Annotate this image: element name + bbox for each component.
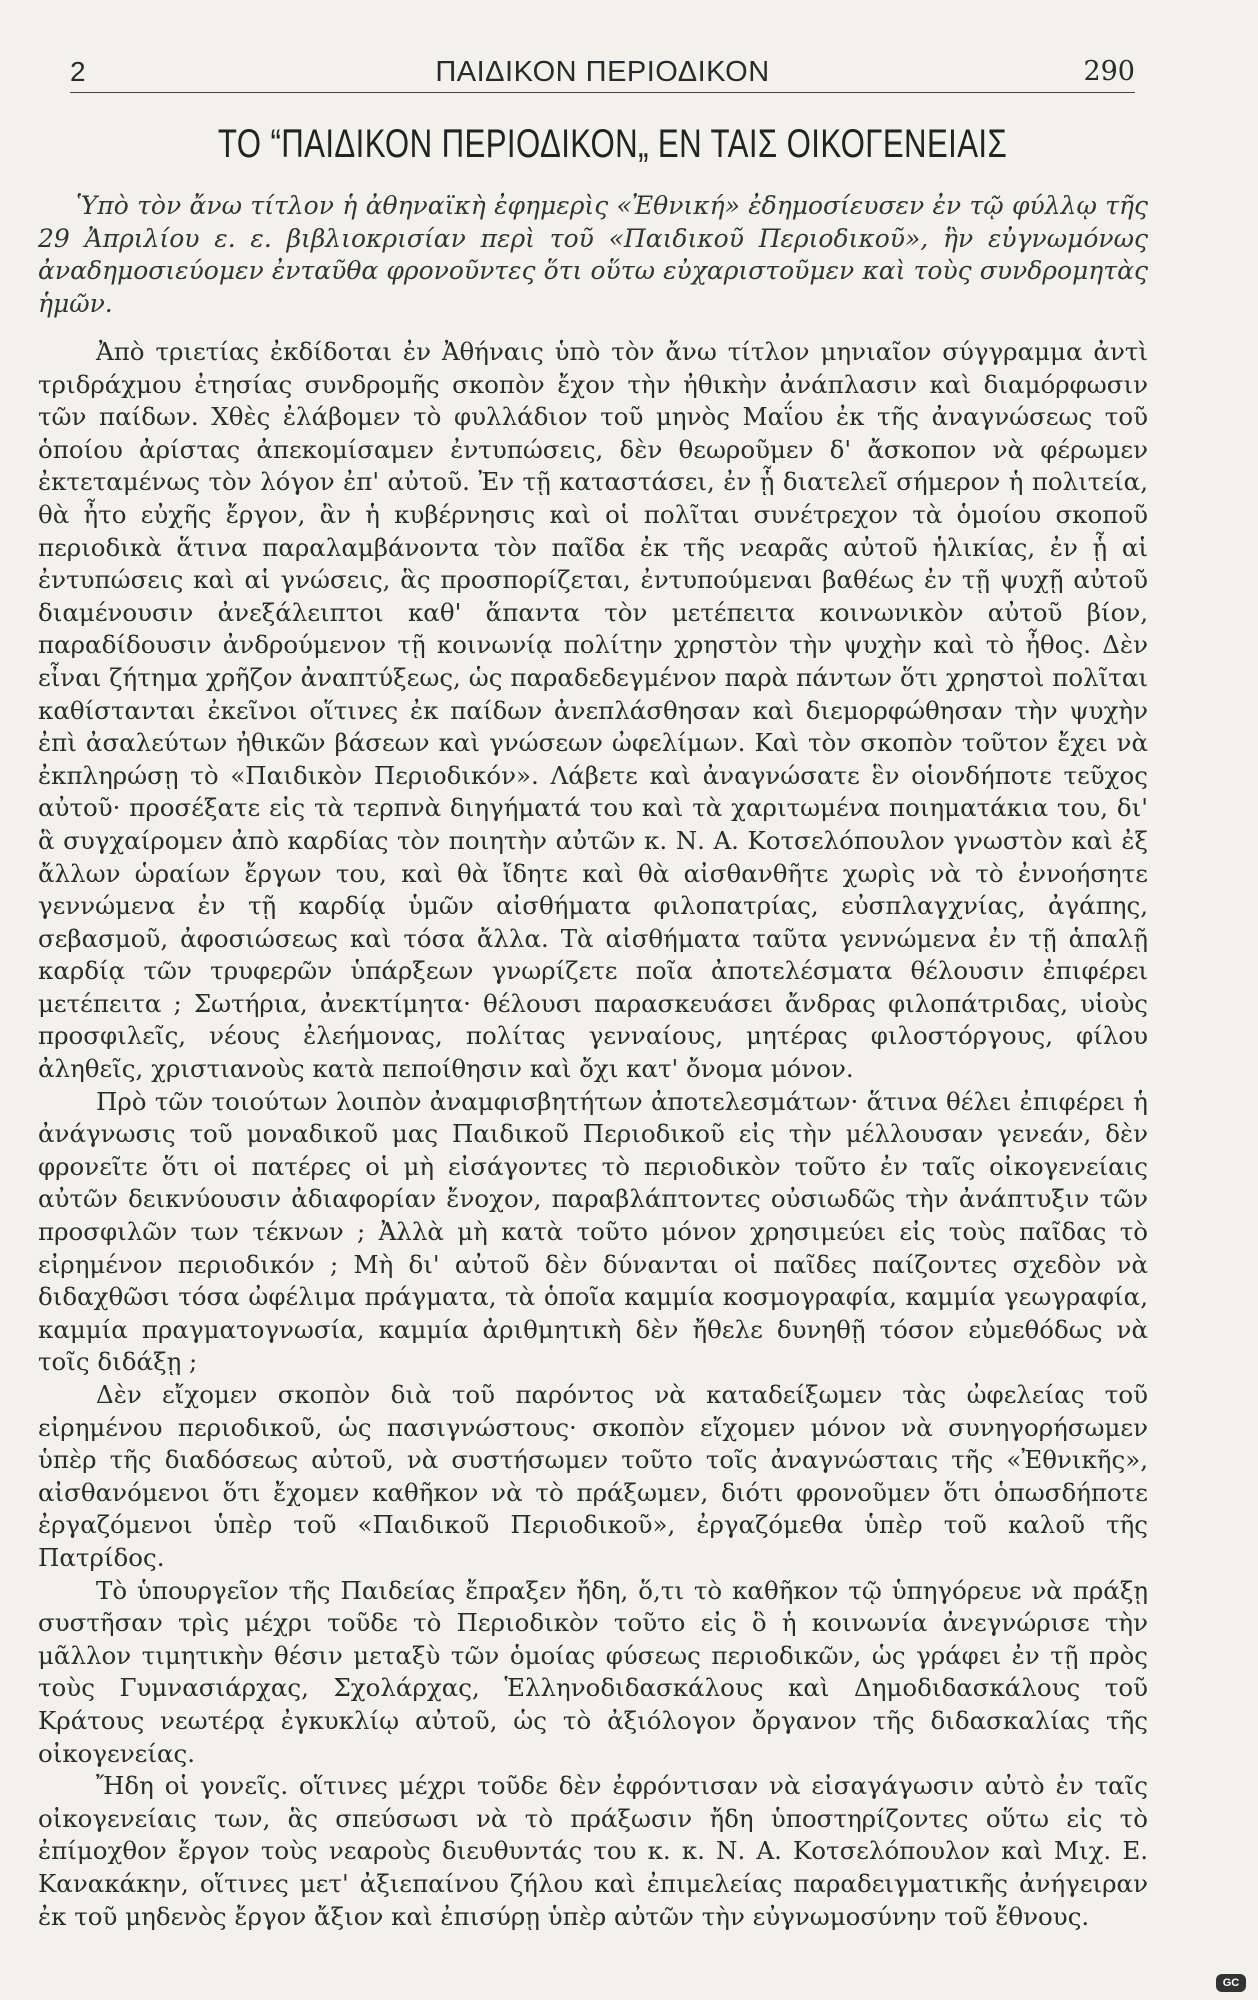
journal-title: ΠΑΙΔΙΚΟΝ ΠΕΡΙΟΔΙΚΟΝ: [435, 56, 770, 88]
body-paragraph-4: Τὸ ὑπουργεῖον τῆς Παιδείας ἔπραξεν ἤδη, ὅ,τι τὸ καθῆκον τῷ ὑπηγόρευε νὰ πράξῃ συστῆσαν τρὶς μέχρι τοῦδε τὸ Περιοδικὸν τοῦτο εἰς ὃ ἡ κοινωνία ἀνεγνώρισε τὴν μᾶλλον τιμητικὴν θέσιν μεταξὺ τῶν ὁμοίας φύσεως περιοδικῶν, ὡς γράφει ἐν τῇ πρὸς τοὺς Γυμνασιάρχας, Σχολάρχας, Ἑλληνοδιδασκάλους καὶ Δημοδιδασκάλους τοῦ Κράτους νεωτέρᾳ ἐγκυκλίῳ αὐτοῦ, ὡς τὸ ἀξιόλογον ὄργανον τῆς διδασκαλίας τῆς οἰκογενείας.: [38, 1575, 1148, 1768]
article-intro: [38, 190, 1148, 320]
gc-watermark-logo: GC: [1216, 1974, 1246, 1992]
article-title: ΤΟ “ΠΑΙΔΙΚΟΝ ΠΕΡΙΟΔΙΚΟΝ„ ΕΝ ΤΑΙΣ ΟΙΚΟΓΕΝΕΙΑΙΣ: [217, 122, 1008, 166]
body-paragraph-1: Ἀπὸ τριετίας ἐκδίδοται ἐν Ἀθήναις ὑπὸ τὸν ἄνω τίτλον μηνιαῖον σύγγραμμα ἀντὶ τριδράχμου ἐτησίας συνδρομῆς σκοπὸν ἔχον τὴν ἠθικὴν ἀνάπλασιν καὶ διαμόρφωσιν τῶν παίδων. Χθὲς ἐλάβομεν τὸ φυλλάδιον τοῦ μηνὸς Μαΐου ἐκ τῆς ἀναγνώσεως τοῦ ὁποίου ἀρίστας ἀπεκομίσαμεν ἐντυπώσεις, δὲν θεωροῦμεν δ' ἄσκοπον νὰ φέρωμεν ἐκτεταμένως τὸν λόγον ἐπ' αὐτοῦ. Ἐν τῇ καταστάσει, ἐν ᾗ διατελεῖ σήμερον ἡ πολιτεία, θὰ ἦτο εὐχῆς ἔργον, ἂν ἡ κυβέρνησις καὶ οἱ πολῖται συνέτρεχον τὰ ὁμοίου σκοποῦ περιοδικὰ ἅτινα παραλαμβάνοντα τὸν παῖδα ἐκ τῆς νεαρᾶς αὐτοῦ ἡλικίας, ἐν ᾗ αἱ ἐντυπώσεις καὶ αἱ γνώσεις, ἃς προσπορίζεται, ἐντυπούμεναι βαθέως ἐν τῇ ψυχῇ αὐτοῦ διαμένουσιν ἀνεξάλειπτοι καθ' ἅπαντα τὸν μετέπειτα κοινωνικὸν αὐτοῦ βίον, παραδίδουσιν ἀνδρούμενον τῇ κοινωνίᾳ πολίτην χρηστὸν τὴν ψυχὴν καὶ τὸ ἦθος. Δὲν εἶναι ζήτημα χρῆζον ἀναπτύξεως, ὡς παραδεδεγμένον παρὰ πάντων ὅτι χρηστοὶ πολῖται καθίστανται ἐκεῖνοι οἵτινες ἐκ παίδων ἀνεπλάσθησαν καὶ διεμορφώθησαν τὴν ψυχὴν ἐπὶ ἀσαλεύτων ἠθικῶν βάσεων καὶ γνώσεων ὠφελίμων. Καὶ τὸν σκοπὸν τοῦτον ἔχει νὰ ἐκπληρώσῃ τὸ «Παιδικὸν Περιοδικόν». Λάβετε καὶ ἀναγνώσατε ἓν οἱονδήποτε τεῦχος αὐτοῦ· προσέξατε εἰς τὰ τερπνὰ διηγήματά του καὶ τὰ χαριτωμένα ποιηματάκια του, δι' ἃ συγχαίρομεν ἀπὸ καρδίας τὸν ποιητὴν αὐτῶν κ. Ν. Α. Κοτσελόπουλον γνωστὸν καὶ ἐξ ἄλλων ὡραίων ἔργων του, καὶ θὰ ἴδητε καὶ θὰ αἰσθανθῆτε χωρὶς νὰ τὸ ἐννοήσητε γεννώμενα ἐν τῇ καρδίᾳ ὑμῶν αἰσθήματα φιλοπατρίας, εὐσπλαγχνίας, ἀγάπης, σεβασμοῦ, ἀφοσιώσεως καὶ τόσα ἄλλα. Τὰ αἰσθήματα ταῦτα γεννώμενα ἐν τῇ ἁπαλῇ καρδίᾳ τῶν τρυφερῶν ὑπάρξεων γνωρίζετε ποῖα ἀποτελέσματα θέλουσιν ἐπιφέρει μετέπειτα ; Σωτήρια, ἀνεκτίμητα· θέλουσι παρασκευάσει ἄνδρας φιλοπάτριδας, υἱοὺς προσφιλεῖς, νέους ἐλεήμονας, πολίτας γενναίους, μητέρας φιλοστόργους, φίλου ἀληθεῖς, χριστιανοὺς κατὰ πεποίθησιν καὶ ὄχι κατ' ὄνομα μόνον.: [38, 337, 1148, 1084]
page-number: 2: [70, 56, 86, 87]
article-body: [38, 336, 1148, 1933]
intro-paragraph: Ὑπὸ τὸν ἄνω τίτλον ἡ ἀθηναϊκὴ ἐφημερὶς «Ἐθνική» ἐδημοσίευσεν ἐν τῷ φύλλῳ τῆς 29 Ἀπριλίου ε. ε. βιβλιοκρισίαν περὶ τοῦ «Παιδικοῦ Περιοδικοῦ», ἣν εὐγνωμόνως ἀναδημοσιεύομεν ἐνταῦθα φρονοῦντες ὅτι οὕτω εὐχαριστοῦμεν καὶ τοὺς συνδρομητὰς ἡμῶν.: [38, 191, 1148, 318]
body-paragraph-2: Πρὸ τῶν τοιούτων λοιπὸν ἀναμφισβητήτων ἀποτελεσμάτων· ἅτινα θέλει ἐπιφέρει ἡ ἀνάγνωσις τοῦ μοναδικοῦ μας Παιδικοῦ Περιοδικοῦ εἰς τὴν μέλλουσαν γενεάν, δὲν φρονεῖτε ὅτι οἱ πατέρες οἱ μὴ εἰσάγοντες τὸ περιοδικὸν τοῦτο ἐν ταῖς οἰκογενείαις αὐτῶν δεικνύουσιν ἀδιαφορίαν ἔνοχον, παραβλάπτοντες οὐσιωδῶς τὴν ἀνάπτυξιν τῶν προσφιλῶν των τέκνων ; Ἀλλὰ μὴ κατὰ τοῦτο μόνον χρησιμεύει εἰς τοὺς παῖδας τὸ εἰρημένον περιοδικόν ; Μὴ δι' αὐτοῦ δὲν δύνανται οἱ παῖδες παίζοντες σχεδὸν νὰ διδαχθῶσι τόσα ὠφέλιμα πράγματα, τὰ ὁποῖα καμμία κοσμογραφία, καμμία γεωγραφία, καμμία πραγματογνωσία, καμμία ἀριθμητικὴ δὲν ἤθελε δυνηθῇ τόσον εὐμεθόδως νὰ τοῖς διδάξῃ ;: [38, 1086, 1148, 1377]
body-paragraph-5: Ἤδη οἱ γονεῖς. οἵτινες μέχρι τοῦδε δὲν ἐφρόντισαν νὰ εἰσαγάγωσιν αὐτὸ ἐν ταῖς οἰκογενείαις των, ἃς σπεύσωσι νὰ τὸ πράξωσιν ἤδη ὑποστηρίζοντες οὕτω εἰς τὸ ἐπίμοχθον ἔργον τοὺς νεαροὺς διευθυντάς του κ. κ. Ν. Α. Κοτσελόπουλον καὶ Μιχ. Ε. Κανακάκην, οἵτινες μετ' ἀξιεπαίνου ζήλου καὶ ἐπιμελείας παραδειγματικῆς ἀνήγειραν ἐκ τοῦ μηδενὸς ἔργον ἄξιον καὶ ἐπισύρῃ ὑπὲρ αὐτῶν τὴν εὐγνωμοσύνην τοῦ ἔθνους.: [38, 1771, 1148, 1931]
issue-page-number: 290: [1083, 56, 1135, 87]
body-paragraph-3: Δὲν εἴχομεν σκοπὸν διὰ τοῦ παρόντος νὰ καταδείξωμεν τὰς ὠφελείας τοῦ εἰρημένου περιοδικοῦ, ὡς πασιγνώστους· σκοπὸν εἴχομεν μόνον νὰ συνηγορήσωμεν ὑπὲρ τῆς διαδόσεως αὐτοῦ, νὰ συστήσωμεν τοῦτο τοῖς ἀναγνώσταις τῆς «Ἐθνικῆς», αἰσθανόμενοι ὅτι ἔχομεν καθῆκον νὰ τὸ πράξωμεν, διότι φρονοῦμεν ὅτι ὁπωσδήποτε ἐργαζόμενοι ὑπὲρ τοῦ «Παιδικοῦ Περιοδικοῦ», ἐργαζόμεθα ὑπὲρ τοῦ καλοῦ τῆς Πατρίδος.: [38, 1380, 1148, 1572]
running-head: [70, 52, 1135, 93]
